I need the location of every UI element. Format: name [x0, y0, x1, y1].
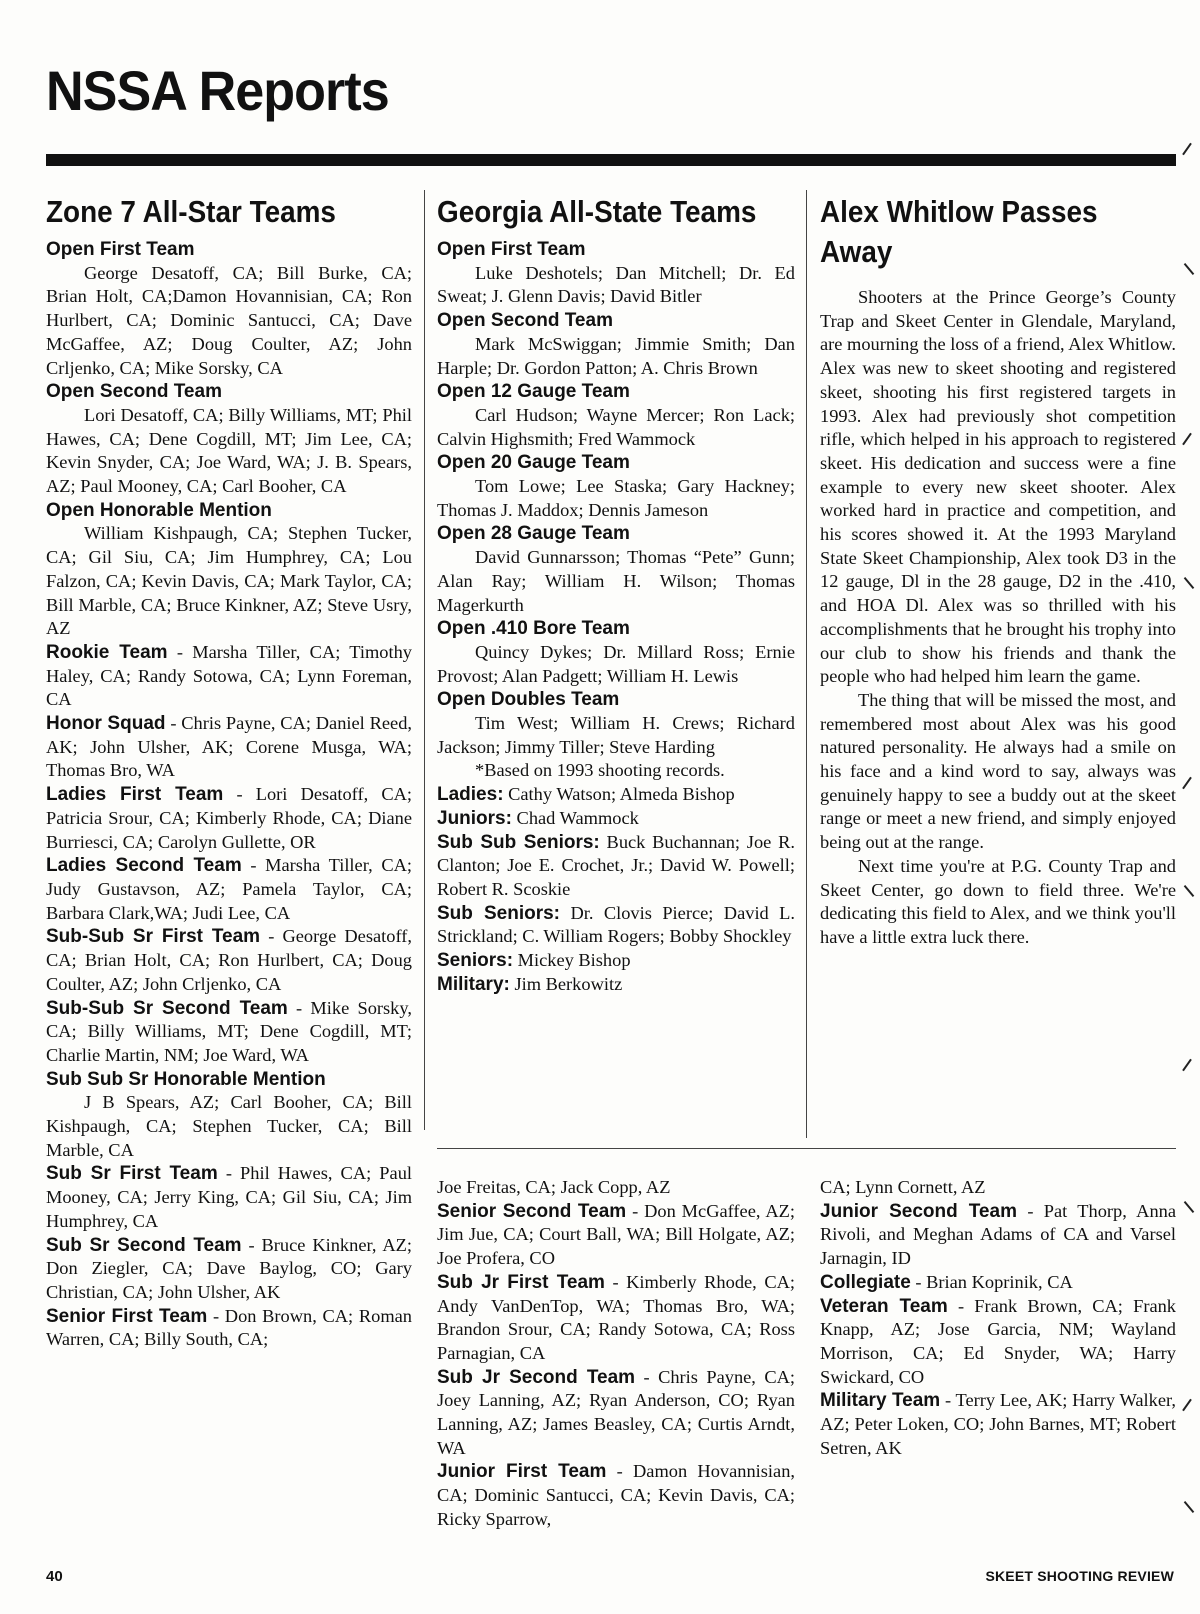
open-first-names: George Desatoff, CA; Bill Burke, CA; Brian Holt, CA;Damon Hovannisian, CA; Ron Hurlbert, CA; Dominic Santucci, CA; Dave McGaffee, AZ; Doug Coulter, AZ; John Crljenko, CA; Mike Sorsky, CA [46, 262, 412, 378]
ga-410-names: Quincy Dykes; Dr. Millard Ross; Ernie Provost; Alan Padgett; William H. Lewis [437, 641, 795, 686]
scan-edge-mark [1184, 263, 1195, 275]
ga-subsub-names: Buck Buchannan; Joe R. Clanton; Joe E. Crochet, Jr.; David W. Powell; Robert R. Scoskie [437, 831, 795, 899]
ssub-first-names: - George Desatoff, CA; Brian Holt, CA; Ron Hurlbert, CA; Doug Coulter, AZ; John Crljenko, CA [46, 926, 412, 994]
subjr-first-heading: Sub Jr First Team [437, 1271, 605, 1293]
header-rule [46, 154, 1176, 166]
scan-edge-mark [1182, 433, 1192, 446]
ladies-first-entry [46, 783, 412, 854]
ga-subsr-entry [437, 902, 795, 949]
senior-first-entry [46, 1305, 412, 1352]
ladies-second-entry [46, 854, 412, 925]
sub-second-heading: Sub Sr Second Team [46, 1234, 242, 1256]
sub-first-heading: Sub Sr First Team [46, 1163, 218, 1185]
junior-first-continued: CA; Lynn Cornett, AZ [820, 1177, 986, 1197]
whitlow-title-line1: Alex Whitlow Passes [820, 194, 1098, 229]
subjr-second-names: - Chris Payne, CA; Joey Lanning, AZ; Ryan Anderson, CO; Ryan Lanning, AZ; James Beasley, CA; Curtis Arndt, WA [437, 1366, 795, 1458]
ladies-first-names: - Lori Desatoff, CA; Patricia Srour, CA; Kimberly Rhode, CA; Diane Burriesci, CA; Carolyn Gullette, OR [46, 784, 412, 852]
ga-open-first-names: Luke Deshotels; Dan Mitchell; Dr. Ed Sweat; J. Glenn Davis; David Bitler [437, 262, 795, 307]
subjr-second-heading: Sub Jr Second Team [437, 1366, 636, 1388]
scan-edge-mark [1184, 577, 1195, 589]
junior-first-entry [437, 1460, 795, 1531]
scan-edge-mark [1184, 1501, 1195, 1513]
honor-heading: Honor Squad [46, 713, 166, 735]
ga-ladies-names: Cathy Watson; Almeda Bishop [503, 784, 735, 805]
ga-subsub-heading: Sub Sub Seniors: [437, 831, 600, 853]
ga-open-second-names: Mark McSwiggan; Jimmie Smith; Dan Harple; Dr. Gordon Patton; A. Chris Brown [437, 333, 795, 378]
ssub-hm-names: J B Spears, AZ; Carl Booher, CA; Bill Kishpaugh, CA; Stephen Tucker, CA; Bill Marble, CA [46, 1092, 412, 1160]
rookie-names: - Marsha Tiller, CA; Timothy Haley, CA; Randy Sotowa, CA; Lynn Foreman, CA [46, 641, 412, 710]
georgia-column [437, 192, 795, 997]
senior-second-heading: Senior Second Team [437, 1200, 627, 1222]
ga-seniors-entry [437, 949, 795, 973]
ssub-second-names: - Mike Sorsky, CA; Billy Williams, MT; Dene Cogdill, MT; Charlie Martin, NM; Joe Ward, WA [46, 997, 412, 1065]
ga-military-heading: Military: [437, 973, 510, 995]
sub-first-entry [46, 1162, 412, 1233]
senior-first-names: - Don Brown, CA; Roman Warren, CA; Billy South, CA; [46, 1305, 412, 1350]
senior-first-heading: Senior First Team [46, 1305, 208, 1327]
scan-edge-mark [1184, 1201, 1195, 1213]
zone7-title: Zone 7 All-Star Teams [46, 194, 336, 229]
scan-edge-mark [1182, 777, 1192, 790]
magazine-name: SKEET SHOOTING REVIEW [985, 1568, 1174, 1584]
rookie-entry [46, 641, 412, 712]
ga-subsr-heading: Sub Seniors: [437, 902, 561, 924]
veteran-entry [820, 1295, 1176, 1390]
open-hm-names: William Kishpaugh, CA; Stephen Tucker, CA; Gil Siu, CA; Jim Humphrey, CA; Lou Falzon, CA; Kevin Davis, CA; Mark Taylor, CA; Bill Marble, CA; Bruce Kinkner, AZ; Steve Usry, AZ [46, 523, 412, 639]
ga-juniors-names: Chad Wammock [511, 807, 639, 828]
military-names: - Terry Lee, AK; Harry Walker, AZ; Peter Loken, CO; John Barnes, MT; Robert Setren, AK [820, 1390, 1176, 1458]
scan-edge-mark [1184, 885, 1195, 897]
ssub-second-entry [46, 997, 412, 1068]
subjr-first-entry [437, 1271, 795, 1366]
ga-juniors-heading: Juniors: [437, 807, 512, 829]
section-divider [437, 1148, 1176, 1149]
veteran-names: - Frank Brown, CA; Frank Knapp, AZ; Jose Garcia, NM; Wayland Morrison, CA; Ed Snyder, WA; Harry Swickard, CO [820, 1295, 1177, 1387]
zone7-continued-column-3 [820, 1176, 1176, 1460]
scan-edge-mark [1182, 143, 1192, 156]
ga-ladies-entry [437, 783, 795, 807]
sub-second-names: - Bruce Kinkner, AZ; Don Ziegler, CA; Dave Baylog, CO; Gary Christian, CA; John Ulsher, AK [46, 1234, 412, 1302]
ga-open-first-heading: Open First Team [437, 239, 586, 260]
whitlow-paragraph-3: Next time you're at P.G. County Trap and Skeet Center, go down to field three. We're dedicating this field to Alex, and we think you'll have a little extra luck there. [820, 855, 1176, 947]
ssub-second-heading: Sub-Sub Sr Second Team [46, 997, 288, 1019]
page-number: 40 [46, 1568, 63, 1585]
junior-second-heading: Junior Second Team [820, 1200, 1017, 1222]
junior-second-entry [820, 1200, 1176, 1271]
ga-12-heading: Open 12 Gauge Team [437, 381, 630, 403]
ga-military-entry [437, 973, 795, 997]
scan-edge-mark [1182, 1059, 1192, 1072]
ssub-first-entry [46, 925, 412, 996]
page-title: NSSA Reports [46, 59, 389, 122]
ga-seniors-heading: Seniors: [437, 950, 514, 972]
junior-first-heading: Junior First Team [437, 1461, 607, 1483]
ga-note: *Based on 1993 shooting records. [475, 760, 725, 781]
ga-subsr-names: Dr. Clovis Pierce; David L. Strickland; C. William Rogers; Bobby Shockley [437, 902, 795, 947]
whitlow-paragraph-1: Shooters at the Prince George’s County Trap and Skeet Center in Glendale, Maryland, are mourning the loss of a friend, Alex Whitlow. Alex was new to skeet shooting and registered skeet, shooting his first registered targets in 1993. Alex had previously shot competition rifle, which helped in his approach to registered skeet. His dedication and success were a fine example to every new skeet shooter. Alex worked hard in practice and competition, and his scores showed it. At the 1993 Maryland State Skeet Championship, Alex took D3 in the 12 gauge, Dl in the 28 gauge, D2 in the .410, and HOA Dl. Alex was so thrilled with his accomplishments that he brought his trophy into our club to show his friends and thank the people who had helped him learn the game. [820, 287, 1176, 687]
honor-entry [46, 712, 412, 783]
subjr-first-names: - Kimberly Rhode, CA; Andy VanDenTop, WA; Thomas Bro, WA; Brandon Srour, CA; Randy Sotowa, CA; Ross Parnagian, CA [437, 1271, 795, 1363]
ga-ladies-heading: Ladies: [437, 784, 504, 806]
ga-20-names: Tom Lowe; Lee Staska; Gary Hackney; Thomas J. Maddox; Dennis Jameson [437, 476, 795, 520]
ssub-hm-heading: Sub Sub Sr Honorable Mention [46, 1068, 326, 1090]
ladies-second-names: - Marsha Tiller, CA; Judy Gustavson, AZ; Pamela Taylor, CA; Barbara Clark,WA; Judi Lee, CA [46, 855, 412, 923]
ssub-first-heading: Sub-Sub Sr First Team [46, 926, 261, 948]
military-heading: Military Team [820, 1390, 941, 1412]
open-second-names: Lori Desatoff, CA; Billy Williams, MT; Phil Hawes, CA; Dene Cogdill, MT; Jim Lee, CA; Kevin Snyder, CA; Joe Ward, WA; J. B. Spears, AZ; Paul Mooney, CA; Carl Booher, CA [46, 404, 412, 497]
ga-open-second-heading: Open Second Team [437, 310, 613, 332]
scan-edge-mark [1182, 1399, 1192, 1412]
georgia-title: Georgia All-State Teams [437, 194, 757, 229]
ga-doubles-names: Tim West; William H. Crews; Richard Jackson; Jimmy Tiller; Steve Harding [437, 713, 795, 757]
honor-names: - Chris Payne, CA; Daniel Reed, AK; John Ulsher, AK; Corene Musga, WA; Thomas Bro, WA [46, 713, 412, 781]
ga-military-names: Jim Berkowitz [509, 973, 623, 994]
open-hm-heading: Open Honorable Mention [46, 499, 272, 521]
senior-second-entry [437, 1200, 795, 1271]
ga-doubles-heading: Open Doubles Team [437, 689, 620, 711]
zone7-column [46, 192, 412, 1352]
rookie-heading: Rookie Team [46, 641, 168, 663]
veteran-heading: Veteran Team [820, 1295, 948, 1317]
senior-first-continued: Joe Freitas, CA; Jack Copp, AZ [437, 1177, 671, 1197]
military-entry [820, 1389, 1176, 1460]
ga-28-heading: Open 28 Gauge Team [437, 523, 630, 545]
sub-second-entry [46, 1234, 412, 1305]
ga-12-names: Carl Hudson; Wayne Mercer; Ron Lack; Calvin Highsmith; Fred Wammock [437, 404, 795, 449]
ladies-second-heading: Ladies Second Team [46, 855, 242, 877]
collegiate-heading: Collegiate [820, 1271, 911, 1293]
sub-first-names: - Phil Hawes, CA; Paul Mooney, CA; Jerry King, CA; Gil Siu, CA; Jim Humphrey, CA [46, 1163, 413, 1231]
ga-subsub-entry [437, 831, 795, 902]
whitlow-paragraph-2: The thing that will be missed the most, and remembered most about Alex was his good natured personality. He always had a smile on his face and a kind word to say, always was genuinely happy to see a buddy out at the skeet range or meet a new friend, and simply enjoyed being out at the range. [820, 689, 1176, 853]
ga-20-heading: Open 20 Gauge Team [437, 452, 630, 474]
ga-juniors-entry [437, 807, 795, 831]
column-divider-2 [806, 190, 807, 1138]
senior-second-names: - Don McGaffee, AZ; Jim Jue, CA; Court Ball, WA; Bill Holgate, AZ; Joe Profera, CO [437, 1200, 795, 1269]
subjr-second-entry [437, 1366, 795, 1461]
collegiate-entry [820, 1271, 1176, 1295]
junior-first-names: - Damon Hovannisian, CA; Dominic Santucci, CA; Kevin Davis, CA; Ricky Sparrow, [437, 1461, 795, 1529]
ga-410-heading: Open .410 Bore Team [437, 618, 630, 640]
zone7-continued-column-2 [437, 1176, 795, 1532]
junior-second-names: - Pat Thorp, Anna Rivoli, and Meghan Adams of CA and Varsel Jarnagin, ID [820, 1200, 1177, 1269]
column-divider-1 [424, 190, 425, 1130]
collegiate-names: - Brian Koprinik, CA [910, 1271, 1073, 1292]
open-second-heading: Open Second Team [46, 381, 222, 403]
ga-seniors-names: Mickey Bishop [513, 950, 631, 971]
whitlow-title-line2: Away [820, 234, 893, 269]
ladies-first-heading: Ladies First Team [46, 784, 224, 806]
open-first-heading: Open First Team [46, 239, 195, 260]
ga-28-names: David Gunnarsson; Thomas “Pete” Gunn; Alan Ray; William H. Wilson; Thomas Magerkurth [437, 547, 795, 615]
whitlow-column [820, 192, 1176, 950]
